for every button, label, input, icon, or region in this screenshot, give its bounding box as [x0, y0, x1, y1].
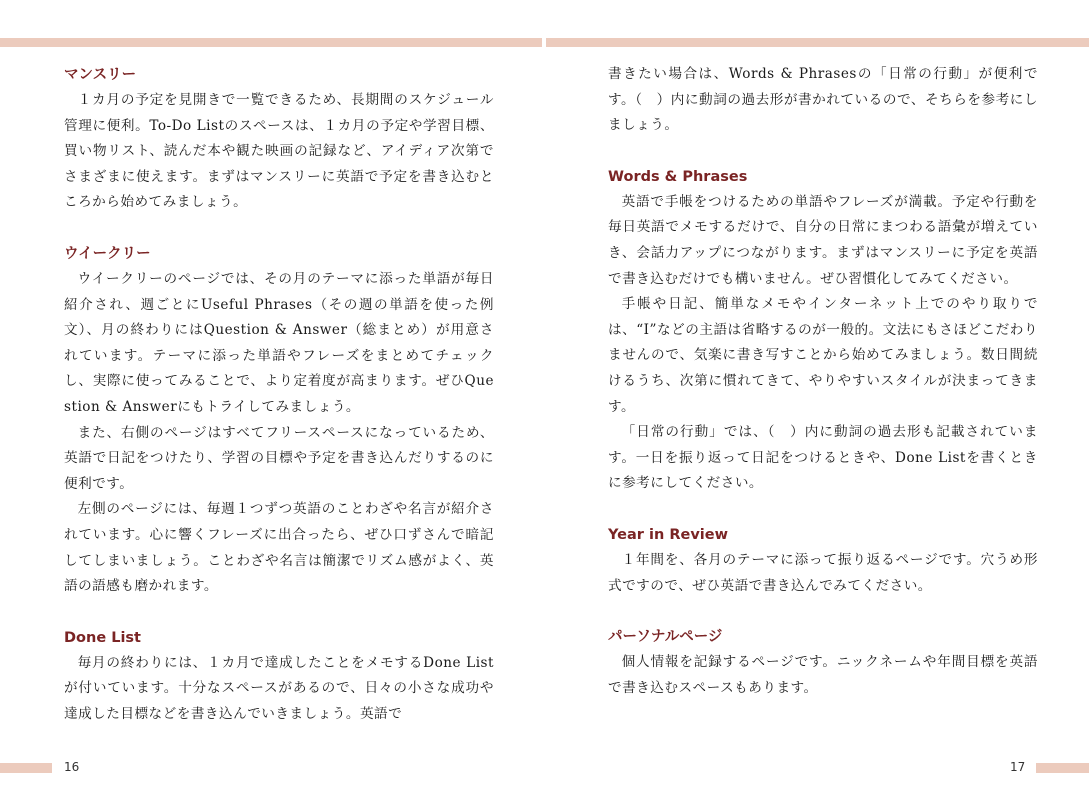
paragraph: １カ月の予定を見開きで一覧できるため、長期間のスケジュール管理に便利。To-Do Listのスペースは、１カ月の予定や学習目標、買い物リスト、読んだ本や観た映画の記録など、アイディア次第でさまざまに使えます。まずはマンスリーに英語で予定を書き込むところから始めてみましょう。: [64, 92, 494, 211]
page-number-right: 17: [1010, 760, 1026, 774]
section-heading: パーソナルページ: [608, 629, 723, 646]
left-page: [64, 62, 494, 752]
section-continuation: [608, 62, 1038, 139]
paragraph: 英語で手帳をつけるための単語やフレーズが満載。予定や行動を毎日英語でメモするだけで、自分の日常にまつわる語彙が増えていき、会話力アップにつながります。まずはマンスリーに予定を英語で書き込むだけでも構いません。ぜひ習慣化してみてください。: [608, 193, 1038, 287]
top-decorative-bar-left: [0, 38, 542, 47]
right-page: [608, 62, 1038, 726]
section-personal-page: [608, 624, 1038, 701]
section-heading: ウイークリー: [64, 245, 151, 262]
section-heading: Done List: [64, 629, 141, 646]
section-done-list: [64, 625, 494, 728]
paragraph: 個人情報を記録するページです。ニックネームや年間目標を英語で書き込むスペースもあります。: [608, 654, 1038, 696]
section-words-phrases: [608, 164, 1038, 497]
page-number-left: 16: [64, 760, 80, 774]
section-heading: Year in Review: [608, 526, 728, 543]
footer-bar-left: [0, 763, 52, 773]
paragraph: １年間を、各月のテーマに添って振り返るページです。穴うめ形式ですので、ぜひ英語で書き込んでみてください。: [608, 551, 1038, 594]
section-heading: Words & Phrases: [608, 168, 748, 185]
paragraph: 毎月の終わりには、１カ月で達成したことをメモするDone Listが付いています。十分なスペースがあるので、日々の小さな成功や達成した目標などを書き込んでいきましょう。英語で: [64, 654, 494, 722]
paragraph: また、右側のページはすべてフリースペースになっているため、英語で日記をつけたり、学習の目標や予定を書き込んだりするのに便利です。: [64, 424, 494, 492]
section-monthly: [64, 62, 494, 216]
section-weekly: [64, 241, 494, 600]
top-decorative-bar-right: [546, 38, 1089, 47]
paragraph: 左側のページには、毎週１つずつ英語のことわざや名言が紹介されています。心に響くフレーズに出合ったら、ぜひ口ずさんで暗記してしまいましょう。ことわざや名言は簡潔でリズム感がよく、英語の語感も磨かれます。: [64, 501, 494, 595]
section-heading: マンスリー: [64, 67, 137, 83]
footer-bar-right: [1036, 763, 1089, 773]
paragraph: 「日常の行動」では、（ ）内に動詞の過去形も記載されています。一日を振り返って日記をつけるときや、Done Listを書くときに参考にしてください。: [608, 424, 1038, 492]
paragraph: 手帳や日記、簡単なメモやインターネット上でのやり取りでは、“I”などの主語は省略するのが一般的。文法にもさほどこだわりませんので、気楽に書き写すことから始めてみましょう。数日間続けるうち、次第に慣れてきて、やりやすいスタイルが決まってきます。: [608, 296, 1038, 415]
continued-paragraph: 書きたい場合は、Words & Phrasesの「日常の行動」が便利です。（ ）内に動詞の過去形が書かれているので、そちらを参考にしましょう。: [608, 66, 1038, 134]
section-year-in-review: [608, 522, 1038, 599]
paragraph: ウイークリーのページでは、その月のテーマに添った単語が毎日紹介され、週ごとにUseful Phrases（その週の単語を使った例文）、月の終わりにはQuestion & Answer（総まとめ）が用意されています。テーマに添った単語やフレーズをまとめてチェックし、実際に使ってみることで、より定着度が高まります。ぜひQuestion & Answerにもトライしてみましょう。: [64, 270, 494, 415]
